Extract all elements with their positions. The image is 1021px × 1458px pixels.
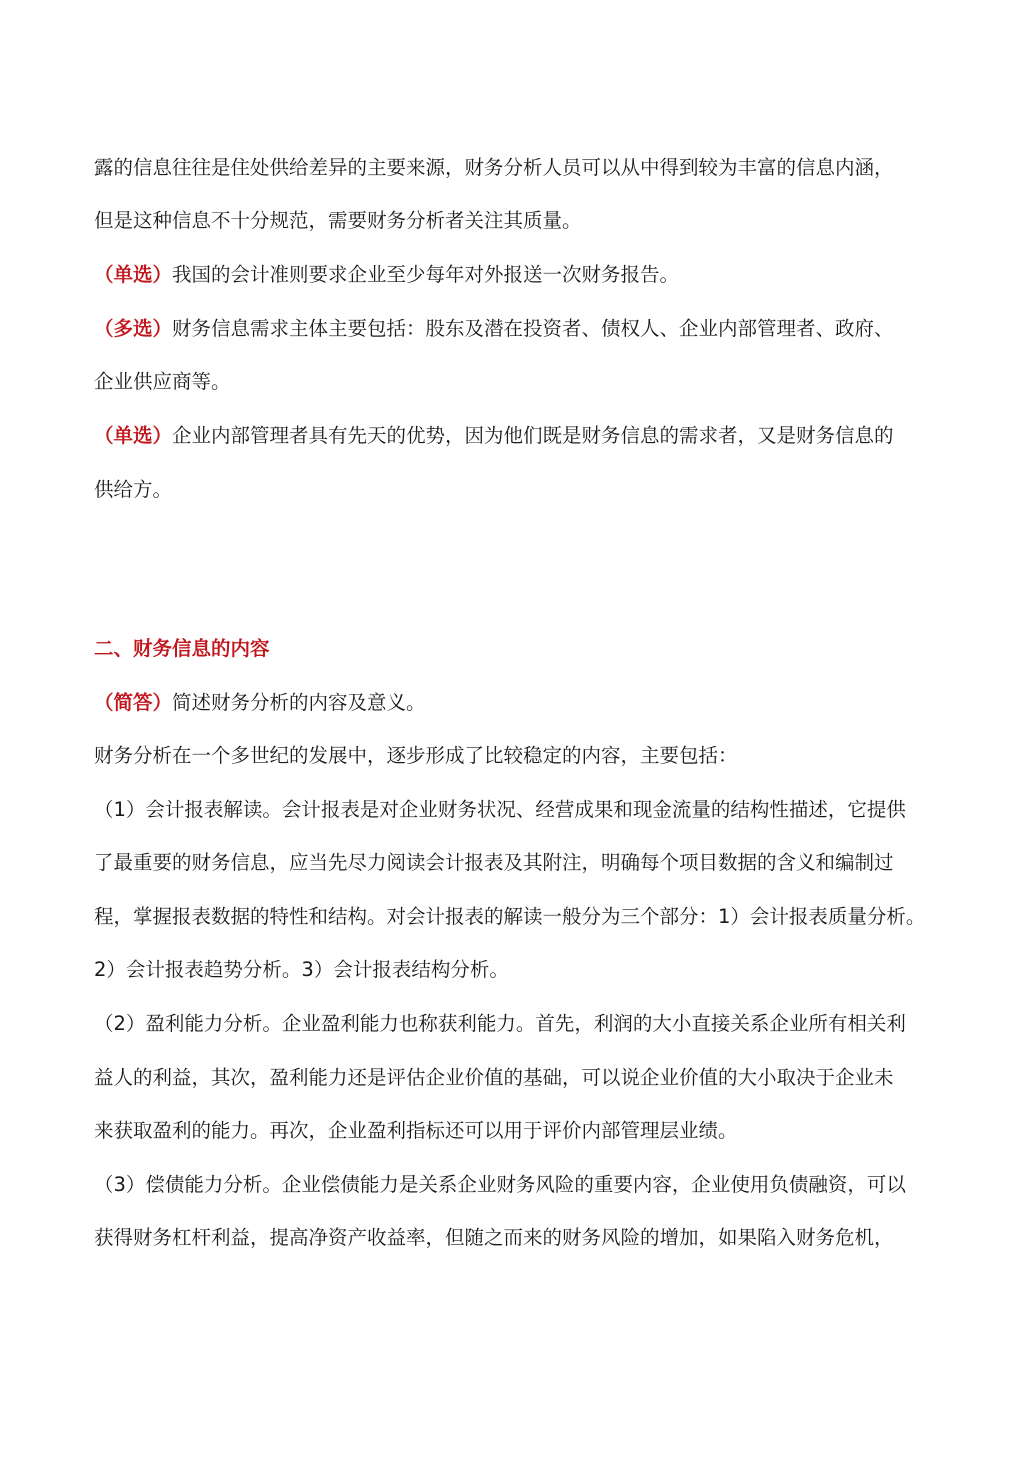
question-text-continued: 供给方。 bbox=[94, 478, 173, 501]
question-text: 财务信息需求主体主要包括：股东及潜在投资者、债权人、企业内部管理者、政府、 bbox=[172, 317, 894, 340]
list-item-line: 2）会计报表趋势分析。3）会计报表结构分析。 bbox=[94, 958, 509, 981]
question-short-answer bbox=[94, 688, 954, 718]
list-item-line: （1）会计报表解读。会计报表是对企业财务状况、经营成果和现金流量的结构性描述，它提供 bbox=[94, 798, 906, 821]
list-item-line: 益人的利益，其次，盈利能力还是评估企业价值的基础，可以说企业价值的大小取决于企业未 bbox=[94, 1066, 894, 1089]
paragraph-line: 但是这种信息不十分规范，需要财务分析者关注其质量。 bbox=[94, 209, 582, 232]
question-text-continued: 企业供应商等。 bbox=[94, 370, 231, 393]
question-single-choice-2 bbox=[94, 421, 954, 451]
question-text: 企业内部管理者具有先天的优势，因为他们既是财务信息的需求者，又是财务信息的 bbox=[172, 424, 894, 447]
list-item-line: （3）偿债能力分析。企业偿债能力是关系企业财务风险的重要内容，企业使用负债融资，可以 bbox=[94, 1173, 906, 1196]
list-item-line: 获得财务杠杆利益，提高净资产收益率，但随之而来的财务风险的增加，如果陷入财务危机， bbox=[94, 1226, 894, 1249]
question-text: 我国的会计准则要求企业至少每年对外报送一次财务报告。 bbox=[172, 263, 680, 286]
list-item-line: （2）盈利能力分析。企业盈利能力也称获利能力。首先，利润的大小直接关系企业所有相关利 bbox=[94, 1012, 906, 1035]
list-item-line: 来获取盈利的能力。再次，企业盈利指标还可以用于评价内部管理层业绩。 bbox=[94, 1119, 738, 1142]
question-text: 简述财务分析的内容及意义。 bbox=[172, 691, 426, 714]
intro-paragraph: 财务分析在一个多世纪的发展中，逐步形成了比较稳定的内容，主要包括： bbox=[94, 744, 738, 767]
paragraph-line: 露的信息往往是住处供给差异的主要来源，财务分析人员可以从中得到较为丰富的信息内涵， bbox=[94, 156, 894, 179]
question-type-tag: （多选） bbox=[94, 317, 173, 340]
question-type-tag: （单选） bbox=[94, 263, 173, 286]
list-item-line: 了最重要的财务信息，应当先尽力阅读会计报表及其附注，明确每个项目数据的含义和编制过 bbox=[94, 851, 894, 874]
section-heading: 二、财务信息的内容 bbox=[94, 637, 270, 660]
question-type-tag: （单选） bbox=[94, 424, 173, 447]
question-type-tag: （简答） bbox=[94, 691, 173, 714]
list-item-line: 程，掌握报表数据的特性和结构。对会计报表的解读一般分为三个部分：1）会计报表质量分析。 bbox=[94, 905, 926, 928]
question-multiple-choice bbox=[94, 314, 954, 344]
question-single-choice-1 bbox=[94, 260, 954, 290]
